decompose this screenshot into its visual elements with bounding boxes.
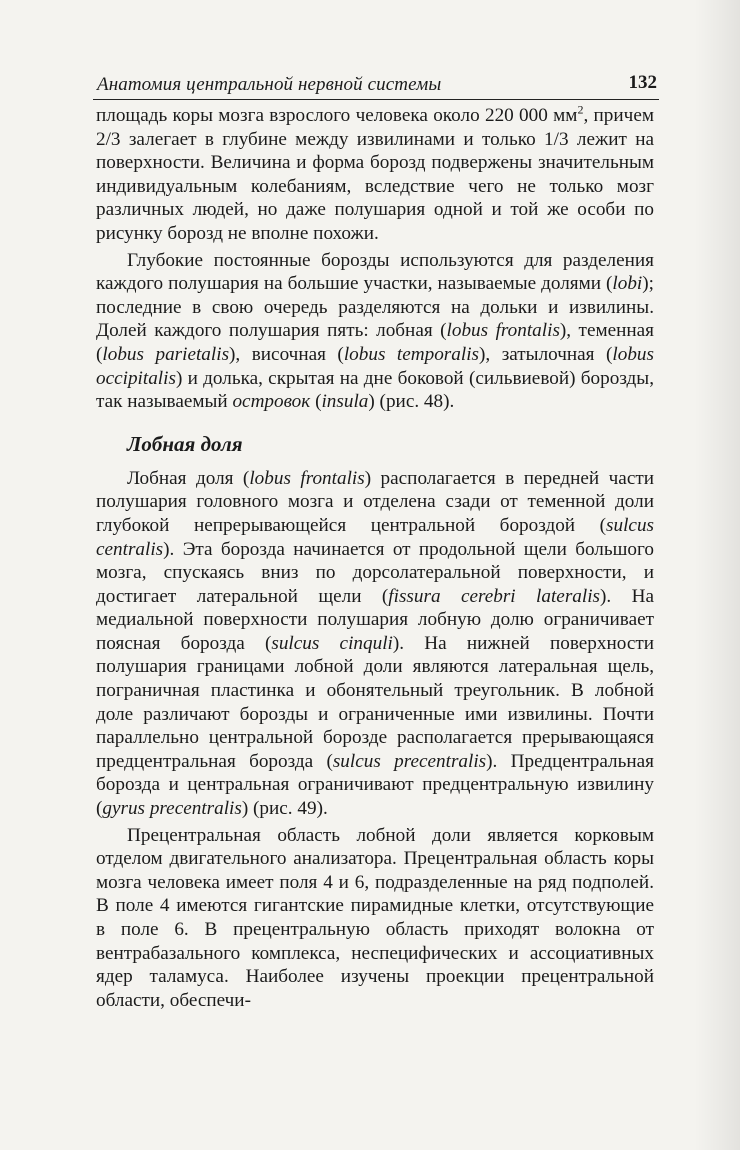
p3-latin-2: sulcus centralis (96, 514, 654, 560)
p2-latin-2: lobus frontalis (446, 320, 560, 342)
section-heading: Лобная доля (127, 431, 243, 456)
running-header-title: Анатомия центральной нервной системы (97, 74, 442, 95)
p2-text-1: Глубокие постоянные борозды используются для разделения каждого полушария на большие участки, называемые долями ( (96, 249, 654, 295)
paragraph-2 (96, 249, 654, 414)
p3-text-2: ) располагается в передней части полушария головного мозга и отделена сзади от теменной доли глубокой непрерывающейся центральной бороздой ( (96, 467, 654, 536)
body-text (96, 104, 654, 1012)
paragraph-1 (96, 104, 654, 246)
p1-text-1: площадь коры мозга взрослого человека около 220 000 мм (96, 105, 578, 126)
p3-latin-1: lobus frontalis (249, 467, 365, 489)
p3-latin-6: gyrus precentralis (102, 798, 242, 820)
header-rule (93, 99, 659, 100)
p2-text-6: ) и долька, скрытая на дне боковой (сильвиевой) борозды, так называемый (96, 367, 654, 413)
p3-latin-3: fissura cerebri lateralis (388, 585, 601, 607)
running-header (93, 70, 659, 100)
paragraph-4 (96, 824, 654, 1013)
p2-text-3: ), теменная ( (96, 320, 654, 365)
p3-text-3: ). Эта борозда начинается от продольной щели большого мозга, спускаясь вниз по дорсолатеральной поверхности, и достигает латеральной щели ( (96, 538, 654, 607)
p3-latin-4: sulcus cinquli (271, 632, 393, 654)
p2-latin-4: lobus temporalis (343, 343, 479, 365)
p3-latin-5: sulcus precentralis (332, 750, 487, 772)
p2-text-8: ) (рис. 48). (368, 391, 455, 413)
p2-latin-5: lobus occipitalis (96, 343, 654, 389)
p2-latin-insula: insula (321, 391, 369, 413)
p4-text-1: Прецентральная область лобной доли является корковым отделом двигательного анализатора. Прецентральная область коры мозга человека имеет поля 4 и 6, подразделенные на ряд подполей. В поле 4 имеются гигантские пирамидные клетки, отсутствующие в поле 6. В прецентральную область приходят волокна от вентрабазального комплекса, неспецифических и ассоциативных ядер таламуса. Наиболее изучены проекции прецентральной области, обеспечи- (96, 824, 654, 1011)
p2-text-4: ), височная ( (229, 343, 344, 365)
p2-text-2: ); последние в свою очередь разделяются на дольки и извилины. Долей каждого полушария пять: лобная ( (96, 273, 654, 342)
p3-text-5: ). На нижней поверхности полушария границами лобной доли являются латеральная щель, пограничная пластинка и обонятельный треугольник. В лобной доле различают борозды и ограниченные ими извилины. Почти параллельно центральной борозде располагается прерывающаяся предцентральная борозда ( (96, 632, 654, 772)
page-number: 132 (628, 72, 657, 93)
p2-term-insula-ru: островок (232, 391, 311, 413)
page-shadow-edge (694, 0, 740, 1150)
p3-text-1: Лобная доля ( (127, 467, 250, 489)
p1-superscript: 2 (577, 102, 584, 117)
p2-text-5: ), затылочная ( (479, 343, 613, 365)
p3-text-7: ) (рис. 49). (241, 798, 328, 820)
p2-latin-3: lobus parietalis (102, 343, 230, 365)
p1-text-2: , причем 2/3 залегает в глубине между извилинами и только 1/3 лежит на поверхности. Величина и форма борозд подвержены значительным индивидуальным колебаниям, вследствие чего не только мозг различных людей, но даже полушария одной и той же особи по рисунку борозд не вполне похожи. (96, 105, 654, 244)
paragraph-3 (96, 467, 654, 821)
p2-latin-1: lobi (612, 273, 643, 295)
p3-text-6: ). Предцентральная борозда и центральная ограничивают предцентральную извилину ( (96, 750, 654, 820)
p3-text-4: ). На медиальной поверхности полушария лобную долю ограничивает поясная борозда ( (96, 585, 654, 654)
p2-text-7: ( (310, 391, 322, 413)
